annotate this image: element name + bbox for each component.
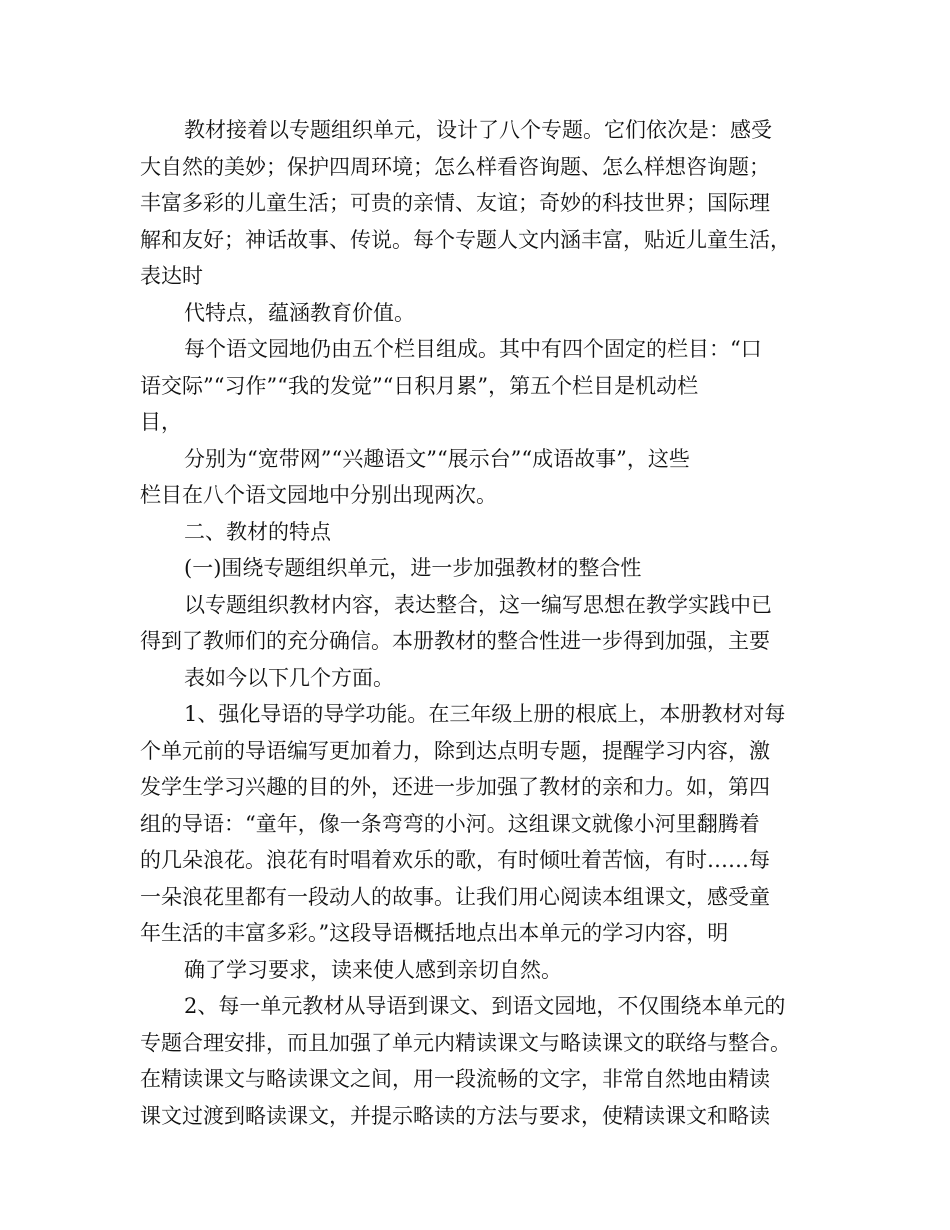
text-line: 教材接着以专题组织单元，设计了八个专题。它们依次是：感受 — [184, 118, 772, 142]
text-line: 丰富多彩的儿童生活；可贵的亲情、友谊；奇妙的科技世界；国际理 — [140, 191, 770, 215]
text-line: 的几朵浪花。浪花有时唱着欢乐的歌，有时倾吐着苦恼，有时……每 — [140, 848, 770, 872]
text-line: 一朵浪花里都有一段动人的故事。让我们用心阅读本组课文，感受童 — [140, 884, 770, 909]
text-line: 在精读课文与略读课文之间，用一段流畅的文字，非常自然地由精读 — [140, 1067, 770, 1091]
text-line: 发学生学习兴趣的目的外，还进一步加强了教材的亲和力。如，第四 — [140, 775, 770, 799]
text-line: 确了学习要求，读来使人感到亲切自然。 — [184, 957, 562, 982]
subsection-heading: (一)围绕专题组织单元，进一步加强教材的整合性 — [184, 556, 642, 580]
text-line: 栏目在八个语文园地中分别出现两次。 — [140, 483, 497, 507]
text-line: 课文过渡到略读课文，并提示略读的方法与要求，使精读课文和略读 — [140, 1103, 770, 1128]
text-line: 表如今以下几个方面。 — [184, 665, 394, 690]
text-line: 个单元前的导语编写更加着力，除到达点明专题，提醒学习内容，激 — [140, 738, 770, 763]
section-heading: 二、教材的特点 — [184, 519, 331, 544]
text-line: 得到了教师们的充分确信。本册教材的整合性进一步得到加强，主要 — [140, 629, 770, 653]
text-line: 1、强化导语的导学功能。在三年级上册的根底上，本册教材对每 — [184, 702, 786, 726]
text-line: 语交际”“习作”“我的发觉”“日积月累”，第五个栏目是机动栏 — [140, 373, 699, 398]
text-line: 表达时 — [140, 264, 203, 288]
text-line: 代特点，蕴涵教育价值。 — [184, 300, 415, 325]
text-line: 每个语文园地仍由五个栏目组成。其中有四个固定的栏目：“口 — [184, 337, 762, 361]
document-body — [140, 112, 830, 1134]
text-line: 年生活的丰富多彩。”这段导语概括地点出本单元的学习内容，明 — [140, 921, 729, 945]
text-line: 目， — [140, 410, 182, 434]
text-line: 组的导语：“童年，像一条弯弯的小河。这组课文就像小河里翻腾着 — [140, 811, 760, 836]
text-line: 分别为“宽带网”“兴趣语文”“展示台”“成语故事”，这些 — [184, 446, 690, 471]
text-line: 2、每一单元教材从导语到课文、到语文园地，不仅围绕本单元的 — [184, 994, 786, 1018]
text-line: 以专题组织教材内容，表达整合，这一编写思想在教学实践中已 — [184, 592, 772, 617]
text-line: 专题合理安排，而且加强了单元内精读课文与略读课文的联络与整合。 — [140, 1030, 791, 1055]
text-line: 大自然的美妙；保护四周环境；怎么样看咨询题、怎么样想咨询题； — [140, 154, 770, 179]
text-line: 解和友好；神话故事、传说。每个专题人文内涵丰富，贴近儿童生活， — [140, 227, 791, 252]
